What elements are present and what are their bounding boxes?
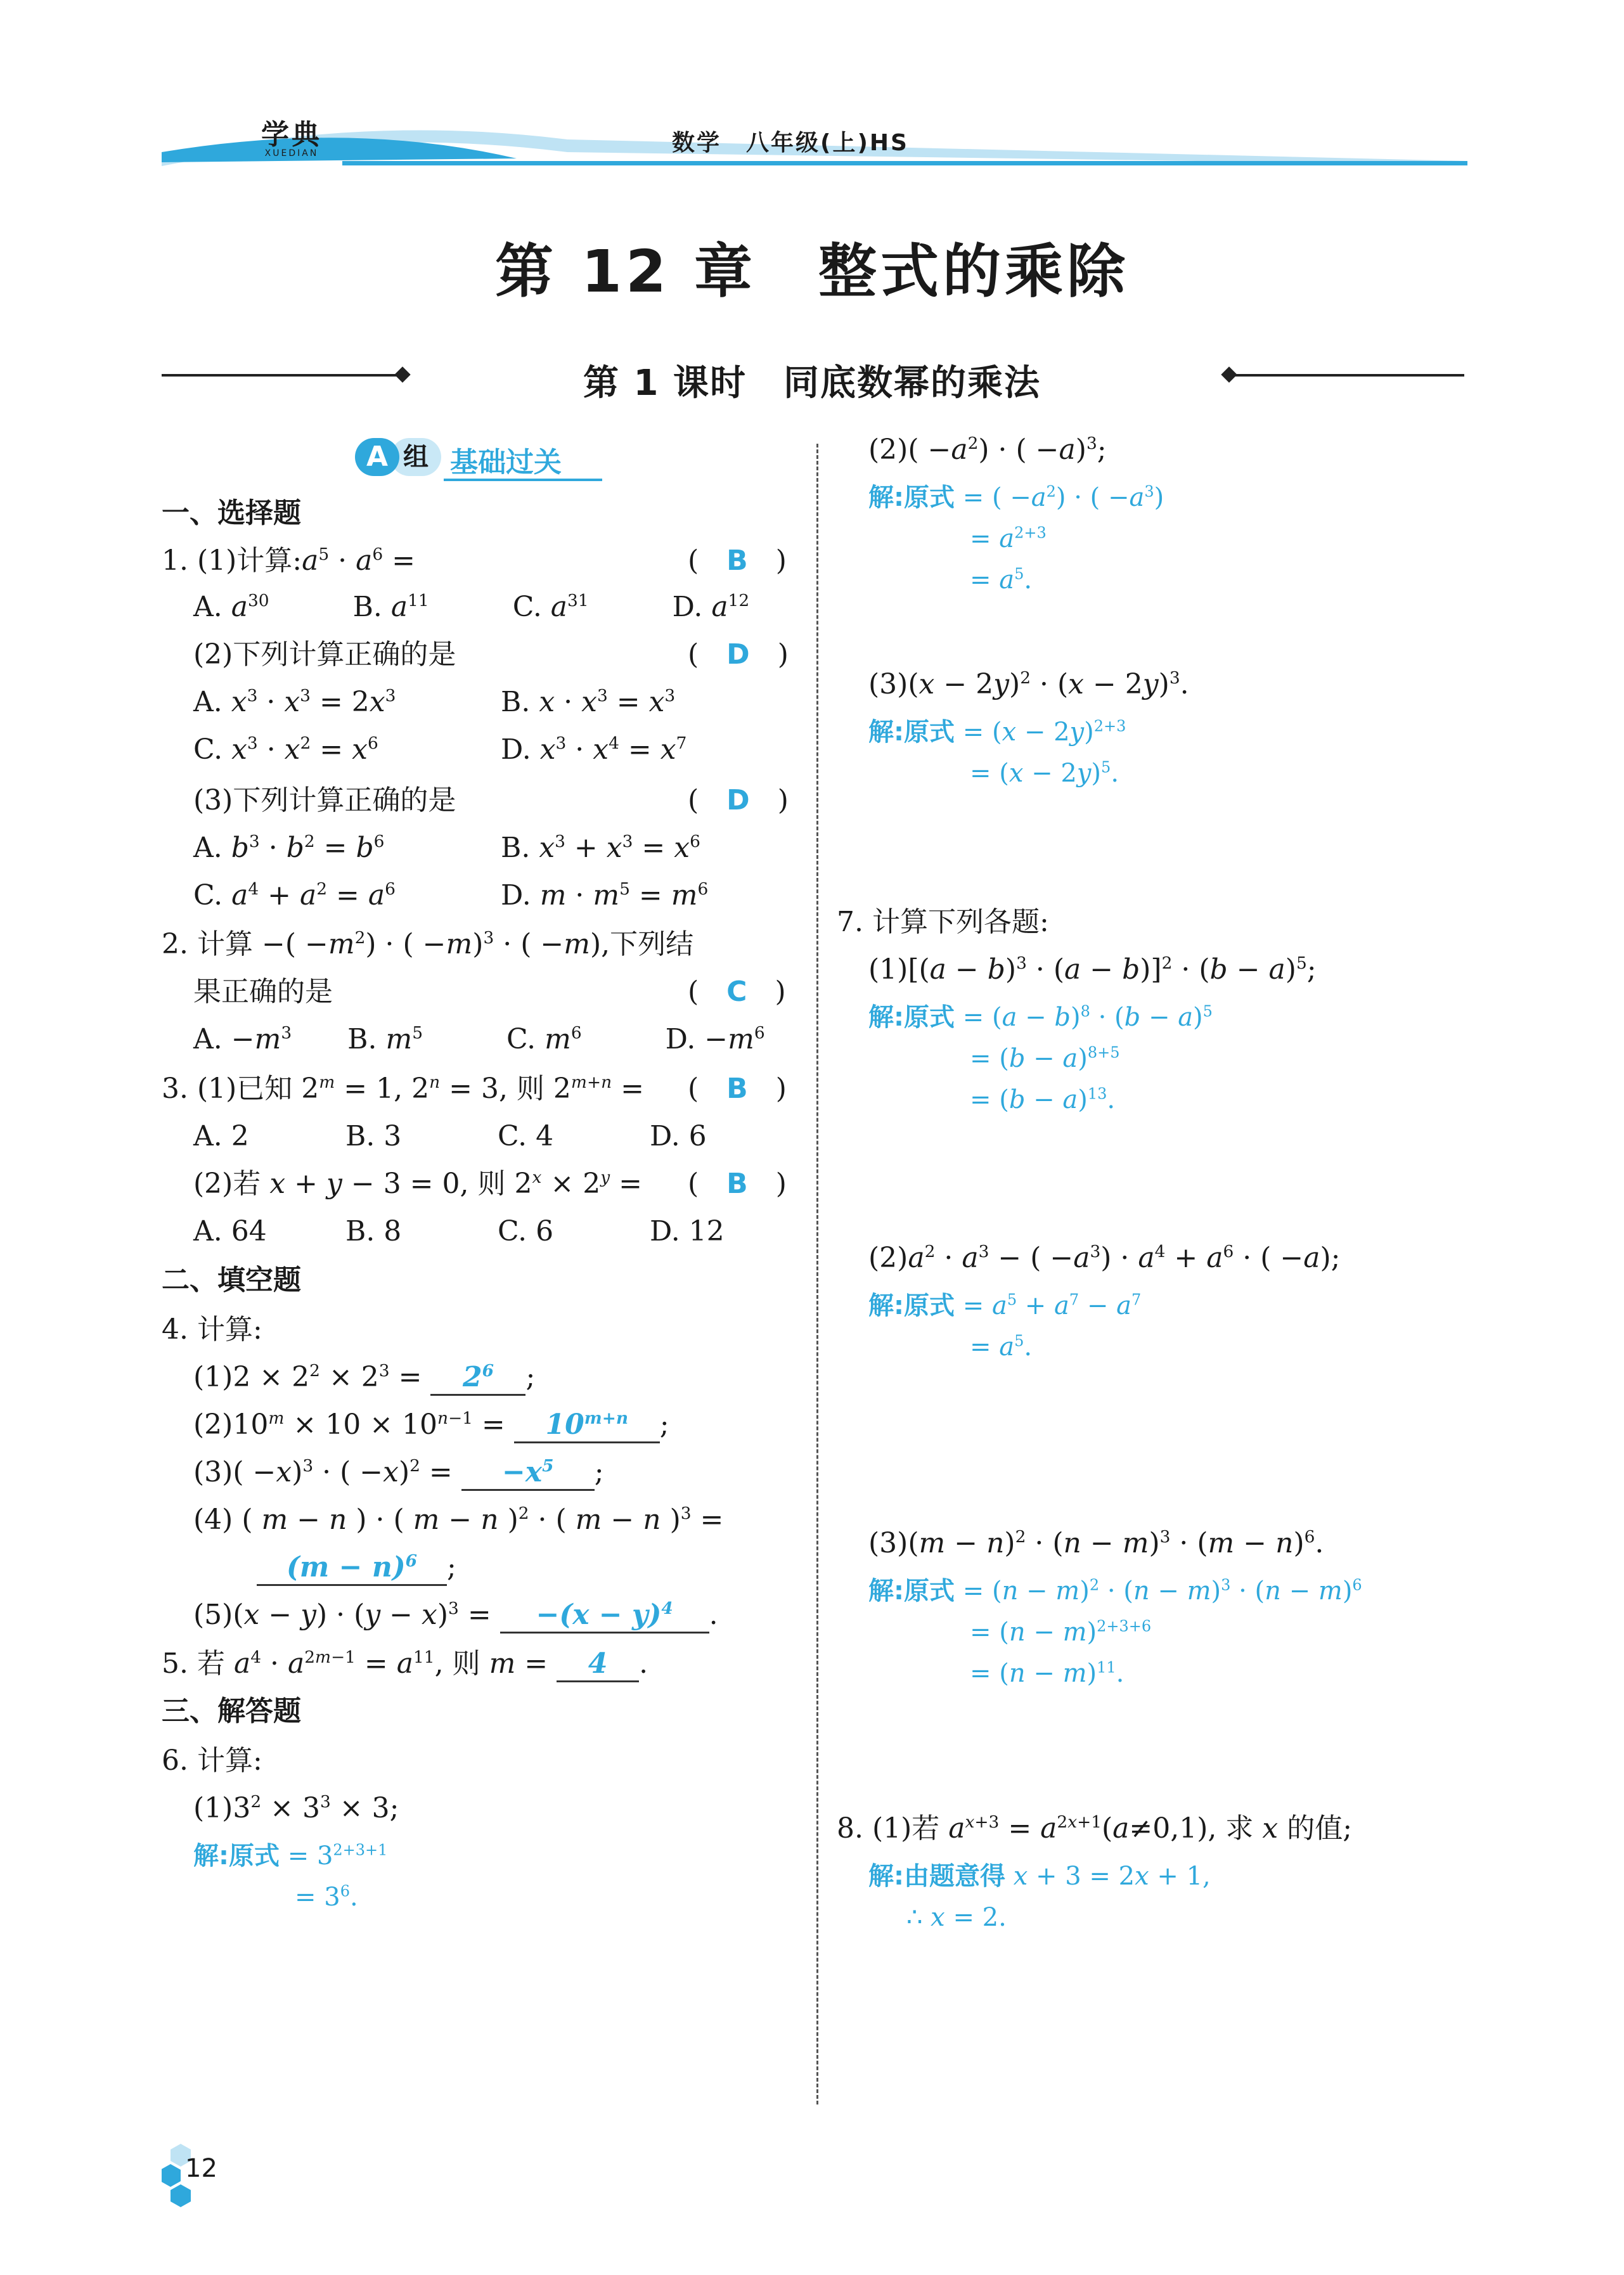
- section-fill: 二、填空题: [162, 1264, 301, 1296]
- q1-3-option-d: D. $m \cdot m^5 = m^6$: [501, 879, 709, 912]
- q7-1-sol-3: = $(b - a)^{13}$.: [970, 1085, 1116, 1114]
- q7-1-sol-prefix: 解:原式: [868, 1003, 955, 1032]
- q7-3-sol-3: = $(n - m)^{11}$.: [970, 1658, 1125, 1688]
- q5-answer: 4: [557, 1647, 639, 1682]
- q3-2-opt-c: C. 6: [498, 1215, 554, 1247]
- q7-1-sol-1: 解:原式 = $(a - b)^8 \cdot (b - a)^5$: [868, 1002, 1213, 1032]
- q2-stem: 2. 计算: [162, 928, 253, 960]
- q3-2-answer-bracket: ( B ): [688, 1168, 787, 1200]
- q1-3-option-c: C. $a^4 + a^2 = a^6$: [193, 879, 396, 912]
- q1-2-options-ab: A. $x^3 \cdot x^3 = 2x^3$: [193, 686, 396, 718]
- q7-3-sol-1: 解:原式 = $(n - m)^2 \cdot (n - m)^3 \cdot (n - m)^6$: [868, 1576, 1362, 1606]
- q5: 5. 若 $a^4 \cdot a^{2m-1} = a^{11}$, 则 m = 4 .: [162, 1645, 648, 1683]
- q6-2-sol-2: = $a^{2+3}$: [970, 524, 1047, 553]
- q7-stem: 7. 计算下列各题:: [837, 906, 1049, 938]
- q5-stem: 5. 若: [162, 1647, 225, 1680]
- q8-sol-prefix: 解:由题意得: [868, 1862, 1005, 1891]
- q1-3-stem: (3)下列计算正确的是: [193, 784, 456, 816]
- q1-1-answer: B: [726, 545, 748, 577]
- q2: 2. 计算 −( $-m^2$) · ( −m)$^3$ · ( −m),下列结: [162, 928, 694, 960]
- group-badge: [355, 434, 609, 485]
- group-zu: 组: [390, 438, 441, 476]
- section-solve: 三、解答题: [162, 1695, 301, 1727]
- q4-stem: 4. 计算:: [162, 1313, 262, 1346]
- q3-1-stem: 3. (1)已知: [162, 1073, 293, 1105]
- q6-2-sol-prefix: 解:原式: [868, 483, 955, 512]
- q1-1-stem: 1. (1)计算:: [162, 545, 302, 577]
- q7-2: $(2)a^2 \cdot a^3$ − ( $-a^3) \cdot a^4 + a^6$ · ( −a);: [868, 1242, 1341, 1274]
- q1-2-option-c: C. $x^3 \cdot x^2 = x^6$: [193, 733, 378, 766]
- q1-3-option-b: B. $x^3 + x^3 = x^6$: [501, 832, 700, 864]
- q1-2-option-b: B. $x \cdot x^3 = x^3$: [501, 686, 676, 718]
- q1-2-answer-bracket: ( D ): [688, 638, 789, 671]
- q2-tail: ,下列结: [601, 928, 694, 960]
- q3-2-opt-d: D. 12: [650, 1215, 725, 1247]
- q3-1-answer-bracket: ( B ): [688, 1073, 787, 1105]
- header-subject: 数学 八年级(上)HS: [672, 130, 909, 156]
- q6-stem: 6. 计算:: [162, 1744, 262, 1777]
- header-rule: [342, 161, 1467, 165]
- q7-3-sol-2: = $(n - m)^{2+3+6}$: [970, 1617, 1152, 1647]
- q1-1-answer-bracket: ( B ): [688, 545, 787, 577]
- q4-3: $(3)( -x)^3$ · ( $-x)^2 = -x^5$ ;: [193, 1453, 604, 1492]
- q3-2-opt-b: B. 8: [345, 1215, 402, 1247]
- q3-1-opt-d: D. 6: [650, 1120, 707, 1152]
- q4-4-blank: $(m - n)^6$ ;: [257, 1549, 456, 1587]
- page-number: 12: [185, 2154, 217, 2183]
- group-underline: [444, 479, 602, 481]
- q3-1-opt-b: B. 3: [345, 1120, 402, 1152]
- q4-4: (4) ( m − n ) · ( m − n )$^2$ · ( m − n )$^3$ =: [193, 1504, 724, 1536]
- lesson-title: 第 1 课时 同底数幂的乘法: [583, 363, 1041, 404]
- q2-answer-bracket: ( C ): [688, 976, 786, 1008]
- q8-stem: 8. (1)若: [837, 1812, 940, 1845]
- q7-3-sol-prefix: 解:原式: [868, 1576, 955, 1606]
- group-letter: A: [355, 438, 399, 476]
- q3-1-opt-c: C. 4: [498, 1120, 554, 1152]
- q6-3-sol-1: 解:原式 = $(x - 2y)^{2+3}$: [868, 717, 1126, 747]
- q3-2-stem: (2)若: [193, 1168, 261, 1200]
- q3-1: 3. (1)已知 $2^m = 1$, $2^n = 3$, 则 $2^{m+n}$ =: [162, 1073, 644, 1105]
- q7-1-sol-2: = $(b - a)^{8+5}$: [970, 1043, 1120, 1073]
- q6-1-sol-1: 解:原式 = $3^{2+3+1}$: [193, 1841, 388, 1871]
- q6-3: $(3)(x - 2y)^2 \cdot (x - 2y)^3$.: [868, 668, 1189, 700]
- q7-2-sol-prefix: 解:原式: [868, 1291, 955, 1320]
- q7-1: $(1)[(a - b)^3 \cdot (a - b)]^2 \cdot (b - a)^5$;: [868, 953, 1317, 986]
- q8-1: 8. (1)若 $a^{x+3} = a^{2x+1}(a\ne 0,1)$, 求 x 的值;: [837, 1812, 1353, 1845]
- q6-sol-prefix: 解:原式: [193, 1841, 280, 1871]
- q3-1-answer: B: [726, 1073, 748, 1105]
- q3-2-answer: B: [726, 1168, 748, 1200]
- q1-1: 1. (1)计算$:a^5 \cdot a^6$ =: [162, 545, 416, 577]
- chapter-title: 第 12 章 整式的乘除: [494, 238, 1130, 306]
- q1-1-options: A. $a^{30}$ B. $a^{11}$ C. $a^{31}$ D. $a^{12}$: [193, 591, 750, 623]
- q1-3-option-a: A. $b^3 \cdot b^2 = b^6$: [193, 832, 385, 864]
- q3-2-opt-a: A. 64: [193, 1215, 267, 1247]
- q3-1-opt-a: A. 2: [193, 1120, 249, 1152]
- q1-3-answer: D: [726, 784, 750, 816]
- q6-1-sol-2: = $3^6$.: [295, 1882, 358, 1912]
- q2-line2: 果正确的是: [193, 976, 333, 1008]
- therefore-symbol: ∴: [906, 1903, 923, 1932]
- q6-1: $(1)3^2 \times 3^3 \times 3$;: [193, 1792, 399, 1824]
- q7-3: $(3)(m - n)^2 \cdot (n - m)^3 \cdot (m - n)^6$.: [868, 1527, 1324, 1559]
- q6-3-sol-2: = $(x - 2y)^5$.: [970, 758, 1119, 788]
- q6-2-sol-3: = $a^5$.: [970, 565, 1033, 595]
- q1-2-stem: (2)下列计算正确的是: [193, 638, 456, 671]
- logo-text: 学典: [261, 119, 322, 151]
- q1-3-answer-bracket: ( D ): [688, 784, 789, 816]
- q4-2: $(2)10^m \times 10 \times 10^{n-1} = 10^{m+n}$ ;: [193, 1406, 669, 1444]
- column-divider: [816, 444, 818, 2104]
- q2-answer: C: [726, 976, 747, 1008]
- q1-2-option-d: D. $x^3 \cdot x^4 = x^7$: [501, 733, 687, 766]
- q8-1-sol-2: ∴ x = 2.: [906, 1903, 1007, 1932]
- logo-subtext: XUEDIAN: [264, 148, 319, 158]
- q3-2: (2)若 x + y − 3 = 0, 则 $2^x \times 2^y$ =: [193, 1168, 642, 1200]
- q6-2: $(2)( -a^2)$ · ( −a)$^3$;: [868, 434, 1107, 466]
- q6-3-sol-prefix: 解:原式: [868, 718, 955, 747]
- q7-2-sol-1: 解:原式 = $a^5 + a^7 - a^7$: [868, 1291, 1142, 1320]
- q7-2-sol-2: = $a^5$.: [970, 1332, 1033, 1362]
- q4-1: $(1)2 \times 2^2 \times 2^3 = 2^6$ ;: [193, 1358, 535, 1396]
- q6-2-sol-1: 解:原式 = ( $-a^2$) · ( $-a^3$): [868, 482, 1164, 512]
- q4-5: $(5)(x - y) \cdot (y - x)^3 = -(x - y)^4$ .: [193, 1596, 718, 1634]
- section-choice: 一、选择题: [162, 497, 301, 529]
- group-label: 基础过关: [450, 446, 562, 479]
- q8-1-sol-1: 解:由题意得 x + 3 = 2x + 1,: [868, 1862, 1211, 1891]
- q1-2-answer: D: [726, 638, 750, 671]
- q2-options: A. $-m^3$ B. $m^5$ C. $m^6$ D. $-m^6$: [193, 1023, 765, 1055]
